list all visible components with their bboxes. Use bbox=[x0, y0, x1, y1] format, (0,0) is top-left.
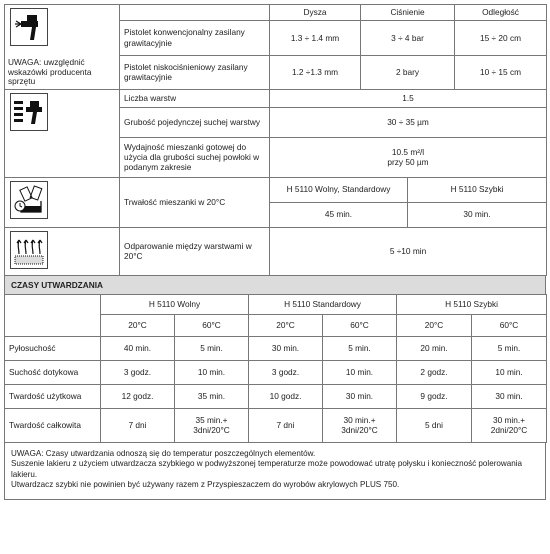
table-cell: 35 min.+ 3dni/20°C bbox=[175, 408, 249, 442]
pot-life-label: Trwałość mieszanki w 20°C bbox=[120, 177, 270, 227]
table-cell: 5 min. bbox=[323, 336, 397, 360]
temp-header: 20°C bbox=[101, 314, 175, 336]
conventional-distance: 15 ÷ 20 cm bbox=[455, 21, 547, 56]
table-cell: 10 godz. bbox=[249, 384, 323, 408]
table-cell: 9 godz. bbox=[397, 384, 472, 408]
equipment-warning: UWAGA: uwzględnić wskazówki producenta sprzętu bbox=[8, 57, 92, 87]
temp-header: 60°C bbox=[175, 314, 249, 336]
temp-header: 20°C bbox=[397, 314, 472, 336]
table-cell: 40 min. bbox=[101, 336, 175, 360]
hvlp-nozzle: 1.2 ÷1.3 mm bbox=[270, 55, 361, 89]
layers-count-label: Liczba warstw bbox=[120, 89, 270, 107]
yield-value bbox=[270, 137, 547, 177]
temp-header: 60°C bbox=[323, 314, 397, 336]
evaporation-icon bbox=[10, 231, 48, 269]
pot-life-col2: H 5110 Szybki bbox=[408, 177, 547, 202]
flash-off-value: 5 ÷10 min bbox=[270, 227, 547, 275]
flash-off-label: Odparowanie między warstwami w 20°C bbox=[120, 227, 270, 275]
spray-layers-icon bbox=[10, 93, 48, 131]
table-cell: 7 dni bbox=[249, 408, 323, 442]
yield-value-line2: przy 50 µm bbox=[387, 157, 429, 168]
row-label: Pyłosuchość bbox=[5, 336, 101, 360]
group-standard: H 5110 Standardowy bbox=[249, 294, 397, 314]
flash-off-cell bbox=[5, 227, 120, 275]
application-table bbox=[4, 4, 547, 276]
table-cell: 30 min.+ 2dni/20°C bbox=[472, 408, 547, 442]
header-pressure: Ciśnienie bbox=[361, 5, 455, 21]
layers-count-value: 1.5 bbox=[270, 89, 547, 107]
table-row bbox=[5, 336, 547, 360]
conventional-nozzle: 1.3 ÷ 1.4 mm bbox=[270, 21, 361, 56]
pot-life-cell bbox=[5, 177, 120, 227]
curing-section-title: CZASY UTWARDZANIA bbox=[4, 276, 546, 294]
table-cell: 2 godz. bbox=[397, 360, 472, 384]
table-cell: 10 min. bbox=[472, 360, 547, 384]
table-cell: 3 godz. bbox=[249, 360, 323, 384]
table-cell: 35 min. bbox=[175, 384, 249, 408]
table-row bbox=[5, 384, 547, 408]
table-cell: 10 min. bbox=[175, 360, 249, 384]
table-cell: 30 min. bbox=[472, 384, 547, 408]
header-nozzle: Dysza bbox=[270, 5, 361, 21]
pot-life-icon bbox=[10, 181, 48, 219]
table-cell: 5 dni bbox=[397, 408, 472, 442]
note-line-1: UWAGA: Czasy utwardzania odnoszą się do temperatur poszczególnych elementów. bbox=[11, 448, 316, 458]
curing-notes bbox=[4, 443, 546, 500]
temp-header: 60°C bbox=[472, 314, 547, 336]
table-cell: 12 godz. bbox=[101, 384, 175, 408]
table-row bbox=[5, 360, 547, 384]
table-cell: 30 min. bbox=[249, 336, 323, 360]
note-line-2: Suszenie lakieru z użyciem utwardzacza szybkiego w podwyższonej temperaturze może powodować utratę połysku i konieczność polerowania lakieru. bbox=[11, 459, 523, 479]
row-label: Suchość dotykowa bbox=[5, 360, 101, 384]
table-cell: 5 min. bbox=[175, 336, 249, 360]
layer-thickness-value: 30 ÷ 35 µm bbox=[270, 107, 547, 137]
table-cell: 30 min. bbox=[323, 384, 397, 408]
layers-cell bbox=[5, 89, 120, 177]
table-row bbox=[5, 408, 547, 442]
hvlp-distance: 10 ÷ 15 cm bbox=[455, 55, 547, 89]
pot-life-val1: 45 min. bbox=[270, 202, 408, 227]
table-cell: 5 min. bbox=[472, 336, 547, 360]
layer-thickness-label: Grubość pojedynczej suchej warstwy bbox=[120, 107, 270, 137]
table-cell: 3 godz. bbox=[101, 360, 175, 384]
conventional-pressure: 3 ÷ 4 bar bbox=[361, 21, 455, 56]
curing-table bbox=[4, 294, 547, 443]
technical-data-sheet bbox=[4, 4, 546, 500]
header-distance: Odległość bbox=[455, 5, 547, 21]
pot-life-col1: H 5110 Wolny, Standardowy bbox=[270, 177, 408, 202]
spray-gun-cell bbox=[5, 5, 120, 90]
table-cell: 10 min. bbox=[323, 360, 397, 384]
table-cell: 20 min. bbox=[397, 336, 472, 360]
group-fast: H 5110 Szybki bbox=[397, 294, 547, 314]
hvlp-gun-label: Pistolet niskociśnieniowy zasilany grawitacyjnie bbox=[120, 55, 270, 89]
yield-label: Wydajność mieszanki gotowej do użycia dla grubości suchej powłoki w podanym zakresie bbox=[120, 137, 270, 177]
group-slow: H 5110 Wolny bbox=[101, 294, 249, 314]
hvlp-pressure: 2 bary bbox=[361, 55, 455, 89]
pot-life-val2: 30 min. bbox=[408, 202, 547, 227]
table-cell: 30 min.+ 3dni/20°C bbox=[323, 408, 397, 442]
row-label: Twardość użytkowa bbox=[5, 384, 101, 408]
yield-value-line1: 10.5 m²/l bbox=[391, 146, 425, 157]
note-line-3: Utwardzacz szybki nie powinien być używany razem z Przyspieszaczem do wyrobów akrylowych PLUS 750. bbox=[11, 480, 400, 490]
temp-header: 20°C bbox=[249, 314, 323, 336]
table-cell: 7 dni bbox=[101, 408, 175, 442]
row-label: Twardość całkowita bbox=[5, 408, 101, 442]
spray-gun-icon bbox=[10, 8, 48, 46]
conventional-gun-label: Pistolet konwencjonalny zasilany grawitacyjnie bbox=[120, 21, 270, 56]
